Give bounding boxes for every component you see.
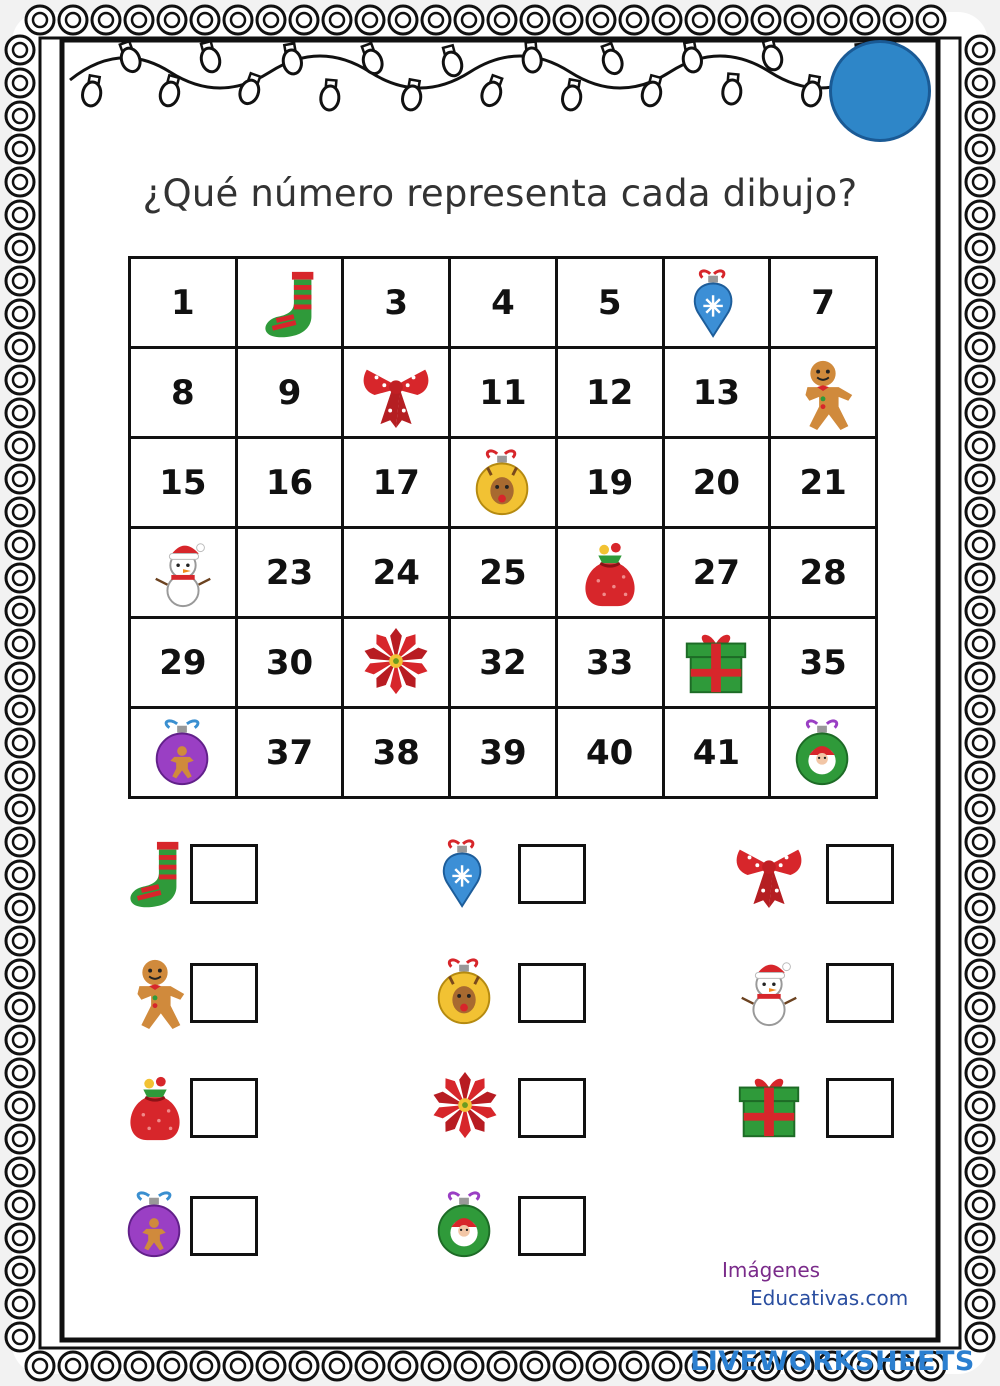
poinsettia-icon: [428, 1070, 502, 1144]
answer-picture: [428, 1188, 502, 1267]
grid-number-cell: 41: [663, 708, 770, 798]
gift-sack-icon: [573, 536, 647, 610]
snowman-icon: [732, 955, 806, 1029]
answer-box[interactable]: [826, 963, 894, 1023]
poinsettia-icon: [359, 626, 433, 700]
grid-number-cell: 8: [130, 348, 237, 438]
grid-number-cell: 33: [556, 618, 663, 708]
gift-sack-icon: [118, 1070, 192, 1144]
answer-box[interactable]: [826, 1078, 894, 1138]
grid-number-cell: 24: [343, 528, 450, 618]
grid-picture-cell: [770, 708, 877, 798]
grid-number-cell: 3: [343, 258, 450, 348]
bow-icon: [732, 836, 806, 910]
reindeer-ornament-icon: [428, 955, 502, 1029]
grid-number-cell: 23: [236, 528, 343, 618]
grid-number-cell: 35: [770, 618, 877, 708]
grid-number-cell: 16: [236, 438, 343, 528]
answer-box[interactable]: [190, 844, 258, 904]
grid-number-cell: 13: [663, 348, 770, 438]
brand-line-2: Educativas.com: [750, 1286, 909, 1310]
grid-row: [130, 258, 877, 348]
answer-picture: [428, 836, 502, 915]
grid-number-cell: 15: [130, 438, 237, 528]
grid-picture-cell: [130, 708, 237, 798]
grid-picture-cell: [130, 528, 237, 618]
stocking-icon: [118, 836, 192, 910]
answer-picture: [428, 955, 502, 1034]
answer-picture: [732, 955, 806, 1034]
grid-number-cell: 27: [663, 528, 770, 618]
grid-picture-cell: [556, 528, 663, 618]
grid-row: [130, 438, 877, 528]
grid-number-cell: 28: [770, 528, 877, 618]
grid-number-cell: 38: [343, 708, 450, 798]
purple-ornament-icon: [118, 1188, 192, 1262]
grid-row: [130, 348, 877, 438]
grid-number-cell: 20: [663, 438, 770, 528]
grid-number-cell: 11: [450, 348, 557, 438]
answer-picture: [732, 1070, 806, 1149]
page-title: ¿Qué número representa cada dibujo?: [142, 172, 858, 215]
bow-icon: [359, 356, 433, 430]
grid-row: [130, 528, 877, 618]
gingerbread-icon: [118, 955, 192, 1029]
grid-number-cell: 19: [556, 438, 663, 528]
answer-picture: [118, 1070, 192, 1149]
number-grid: [128, 256, 878, 799]
grid-number-cell: 21: [770, 438, 877, 528]
grid-picture-cell: [663, 258, 770, 348]
grid-number-cell: 4: [450, 258, 557, 348]
brand-logo: [722, 1256, 908, 1312]
grid-number-cell: 12: [556, 348, 663, 438]
brand-line-1: Imágenes: [722, 1258, 821, 1282]
grid-row: [130, 708, 877, 798]
grid-number-cell: 25: [450, 528, 557, 618]
grid-number-cell: 30: [236, 618, 343, 708]
answer-picture: [732, 836, 806, 915]
grid-picture-cell: [663, 618, 770, 708]
grid-number-cell: 7: [770, 258, 877, 348]
answer-box[interactable]: [518, 844, 586, 904]
answer-box[interactable]: [518, 963, 586, 1023]
santa-ornament-icon: [428, 1188, 502, 1262]
gingerbread-icon: [786, 356, 860, 430]
grid-picture-cell: [770, 348, 877, 438]
answer-picture: [428, 1070, 502, 1149]
watermark: LIVEWORKSHEETS: [690, 1346, 975, 1377]
grid-number-cell: 40: [556, 708, 663, 798]
gift-box-icon: [732, 1070, 806, 1144]
answer-box[interactable]: [190, 1078, 258, 1138]
purple-ornament-icon: [146, 716, 220, 790]
answer-picture: [118, 836, 192, 915]
grid-number-cell: 39: [450, 708, 557, 798]
grid-picture-cell: [236, 258, 343, 348]
gift-box-icon: [679, 626, 753, 700]
grid-number-cell: 1: [130, 258, 237, 348]
grid-number-cell: 9: [236, 348, 343, 438]
answer-picture: [118, 955, 192, 1034]
answer-box[interactable]: [518, 1078, 586, 1138]
grid-number-cell: 29: [130, 618, 237, 708]
grid-picture-cell: [343, 618, 450, 708]
reindeer-ornament-icon: [466, 446, 540, 520]
stocking-icon: [253, 266, 327, 340]
blue-ornament-icon: [428, 836, 502, 910]
grid-number-cell: 5: [556, 258, 663, 348]
grid-number-cell: 37: [236, 708, 343, 798]
answer-box[interactable]: [518, 1196, 586, 1256]
santa-ornament-icon: [786, 716, 860, 790]
grid-row: [130, 618, 877, 708]
answer-picture: [118, 1188, 192, 1267]
grid-number-cell: 32: [450, 618, 557, 708]
publisher-logo-badge: [829, 40, 931, 142]
answer-box[interactable]: [190, 963, 258, 1023]
grid-number-cell: 17: [343, 438, 450, 528]
grid-picture-cell: [343, 348, 450, 438]
grid-picture-cell: [450, 438, 557, 528]
answer-box[interactable]: [826, 844, 894, 904]
blue-ornament-icon: [679, 266, 753, 340]
answer-box[interactable]: [190, 1196, 258, 1256]
snowman-icon: [146, 536, 220, 610]
